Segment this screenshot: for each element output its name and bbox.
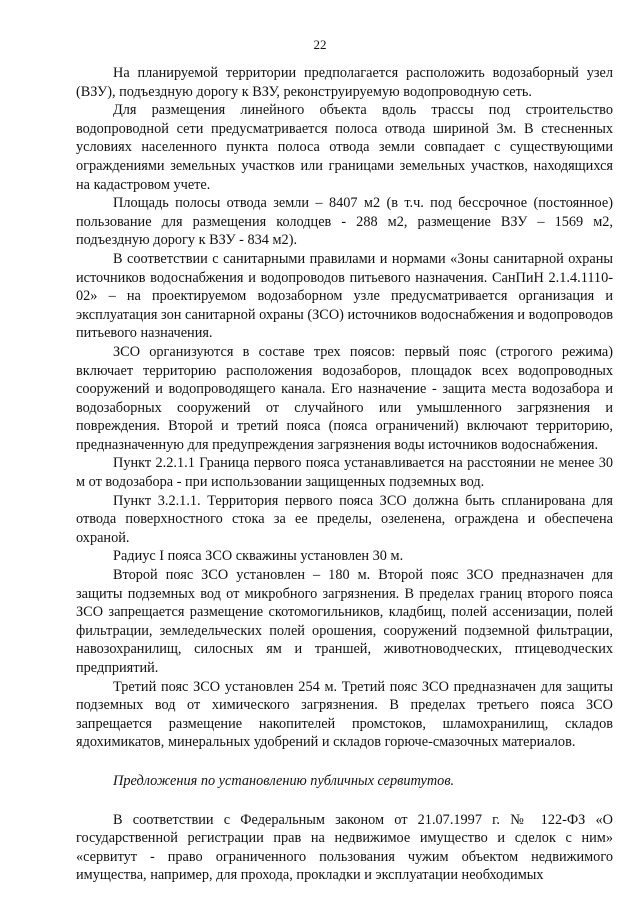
page-number: 22 — [313, 37, 327, 52]
paragraph-sanitary-rules: В соответствии с санитарными правилами и нормами «Зоны санитарной охраны источников водоснабжения и водопроводов питьевого назначения. СанПиН 2.1.4.1110-02» – на проектируемом водозаборном узле предусматривается организация и эксплуатация зон санитарной охраны (ЗСО) источников водоснабжения и водопроводов питьевого назначения. — [76, 250, 613, 342]
paragraph-federal-law: В соответствии с Федеральным законом от 21.07.1997 г. № 122-ФЗ «О государственной регистрации прав на недвижимое имущество и сделок с ним» «сервитут - право ограниченного пользования чужим объектом недвижимого имущества, например, для прохода, прокладки и эксплуатации необходимых — [76, 811, 613, 884]
paragraph-third-belt: Третий пояс ЗСО установлен 254 м. Третий пояс ЗСО предназначен для защиты подземных вод от химического загрязнения. В пределах третьего пояса ЗСО запрещается размещение накопителей промстоков, шламохранилищ, складов ядохимикатов, минеральных удобрений и складов горюче-смазочных материалов. — [76, 678, 613, 751]
paragraph-second-belt: Второй пояс ЗСО установлен – 180 м. Второй пояс ЗСО предназначен для защиты подземных вод от микробного загрязнения. В пределах границ второго пояса ЗСО запрещается размещение скотомогильников, кладбищ, полей ассенизации, полей фильтрации, земледельческих полей орошения, сооружений подземной фильтрации, навозохранилищ, силосных ям и траншей, животноводческих, птицеводческих предприятий. — [76, 567, 613, 676]
paragraph-right-of-way: Для размещения линейного объекта вдоль трассы под строительство водопроводной сети предусматривается полоса отвода шириной 3м. В стесненных условиях населенного пункта полоса отвода земли совпадает с существующими ограждениями земельных участков или границами земельных участков, находящихся на кадастровом учете. — [76, 102, 613, 193]
paragraph-planned-facilities: На планируемой территории предполагается расположить водозаборный узел (ВЗУ), подъездную дорогу к ВЗУ, реконструируемую водопроводную сеть. — [76, 65, 613, 100]
paragraph-clause-2-2-1-1: Пункт 2.2.1.1 Граница первого пояса устанавливается на расстоянии не менее 30 м от водозабора - при использовании защищенных подземных вод. — [76, 455, 613, 491]
paragraph-first-belt-radius: Радиус I пояса ЗСО скважины установлен 30 м. — [113, 548, 404, 565]
paragraph-protection-zones: ЗСО организуются в составе трех поясов: первый пояс (строгого режима) включает территорию расположения водозаборов, площадок всех водопроводных сооружений и водопроводящего канала. Его назначение - защита места водозабора и водозаборных сооружений от случайного или умышленного загрязнения и повреждения. Второй и третий пояса (пояса ограничений) включают территорию, предназначенную для предупреждения загрязнения воды источников водоснабжения. — [76, 343, 613, 453]
paragraph-clause-3-2-1-1: Пункт 3.2.1.1. Территория первого пояса ЗСО должна быть спланирована для отвода поверхностного стока за ее пределы, озеленена, ограждена и обеспечена охраной. — [76, 492, 613, 546]
paragraph-land-area: Площадь полосы отвода земли – 8407 м2 (в т.ч. под бессрочное (постоянное) пользование для размещения колодцев - 288 м2, размещение ВЗУ – 1569 м2, подъездную дорогу к ВЗУ - 834 м2). — [76, 195, 613, 249]
document-body — [76, 64, 613, 885]
section-heading-servitudes: Предложения по установлению публичных сервитутов. — [113, 772, 455, 789]
